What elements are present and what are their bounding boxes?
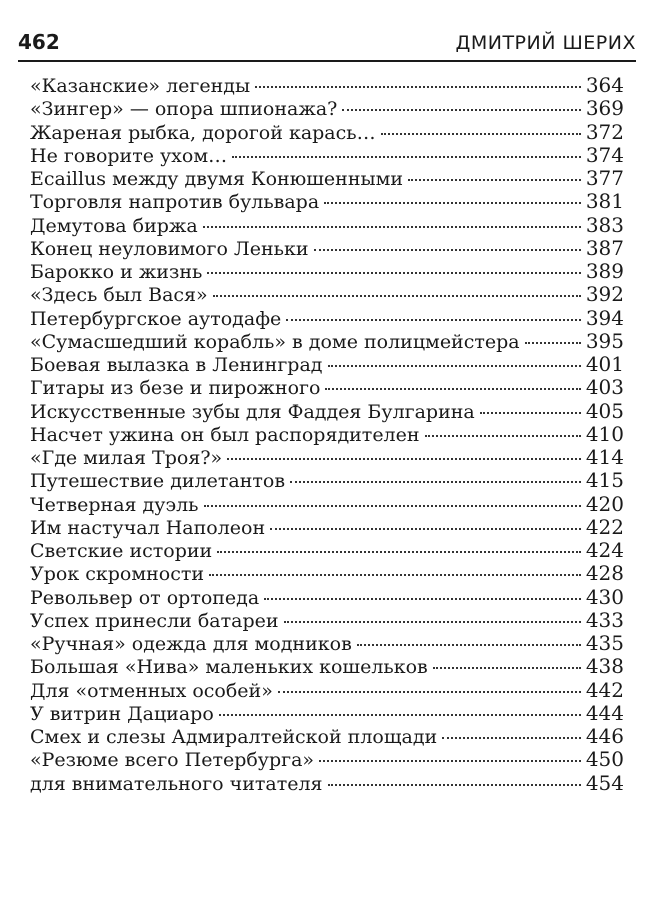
dot-leader (342, 109, 580, 111)
dot-leader (227, 458, 581, 460)
toc-entry-page: 377 (585, 166, 624, 190)
dot-leader (264, 598, 581, 600)
toc-entry-page: 394 (585, 305, 624, 330)
toc-entry-page: 435 (585, 631, 624, 655)
toc-entry (30, 725, 624, 748)
toc-entry (30, 190, 624, 213)
toc-entry-page: 387 (585, 235, 624, 260)
toc-entry-page: 422 (585, 514, 624, 539)
header-rule (18, 60, 636, 62)
toc-entry-page: 374 (585, 142, 624, 167)
toc-entry (30, 516, 624, 539)
toc-entry-title: Для «отменных особей» (30, 679, 273, 702)
toc-entry-page: 410 (585, 421, 624, 446)
toc-entry-page: 401 (585, 352, 624, 376)
toc-entry (30, 214, 624, 237)
toc-entry-title: Барокко и жизнь (30, 261, 203, 283)
dot-leader (290, 481, 581, 483)
dot-leader (357, 644, 581, 646)
toc-entry-title: Ecaillus между двумя Конюшенными (30, 168, 404, 190)
toc-entry (30, 655, 624, 678)
toc-entry-page: 433 (585, 607, 624, 632)
toc-entry-title: «Здесь был Вася» (30, 284, 208, 307)
toc-entry-page: 430 (585, 584, 624, 609)
toc-entry (30, 307, 624, 330)
running-title: ДМИТРИЙ ШЕРИХ (455, 32, 636, 54)
dot-leader (278, 691, 581, 693)
toc-entry (30, 586, 624, 609)
toc-entry (30, 446, 624, 469)
dot-leader (204, 505, 581, 507)
toc-entry-page: 372 (585, 119, 624, 144)
dot-leader (328, 784, 581, 786)
toc-entry-page: 442 (585, 677, 624, 702)
toc-entry-page: 454 (585, 770, 624, 795)
toc-entry-title: Путешествие дилетантов (30, 470, 286, 493)
toc-entry (30, 609, 624, 632)
dot-leader (324, 202, 581, 204)
dot-leader (408, 179, 581, 181)
toc-entry-page: 389 (585, 259, 624, 283)
toc-entry-title: для внимательного читателя (30, 772, 323, 795)
toc-entry-page: 428 (585, 561, 624, 586)
toc-entry-page: 415 (585, 468, 624, 493)
dot-leader (217, 551, 581, 553)
toc-entry (30, 469, 624, 492)
toc-entry-title: Жареная рыбка, дорогой карась… (30, 121, 376, 144)
dot-leader (314, 249, 581, 251)
dot-leader (284, 621, 581, 623)
dot-leader (381, 133, 581, 135)
toc-entry-title: Насчет ужина он был распорядителен (30, 423, 420, 446)
toc-entry-title: Большая «Нива» маленьких кошельков (30, 656, 428, 679)
toc-entry (30, 748, 624, 771)
dot-leader (328, 365, 581, 367)
toc-entry-title: Торговля напротив бульвара (30, 191, 320, 214)
toc-entry-page: 383 (585, 212, 624, 237)
toc-entry-page: 369 (585, 96, 624, 121)
toc-entry (30, 702, 624, 725)
toc-entry-page: 405 (585, 398, 624, 423)
dot-leader (209, 574, 581, 576)
toc-entry (30, 539, 624, 562)
dot-leader (255, 86, 581, 88)
toc-entry-title: Успех принесли батареи (30, 609, 279, 632)
toc-entry-page: 414 (585, 445, 624, 469)
toc-entry-page: 446 (585, 724, 624, 748)
toc-entry-page: 381 (585, 189, 624, 214)
toc-entry-page: 424 (585, 538, 624, 562)
toc-entry-title: Не говорите ухом… (30, 144, 228, 167)
toc-entry-title: Демутова биржа (30, 214, 198, 237)
toc-entry-page: 395 (585, 328, 624, 353)
toc-entry-page: 403 (585, 375, 624, 400)
toc-entry-page: 450 (585, 747, 624, 772)
toc-entry-title: «Резюме всего Петербурга» (30, 749, 315, 772)
toc-entry-title: Револьвер от ортопеда (30, 586, 260, 609)
dot-leader (232, 156, 581, 158)
dot-leader (433, 667, 581, 669)
dot-leader (219, 714, 581, 716)
toc-entry-title: Им настучал Наполеон (30, 516, 266, 539)
toc-entry-page: 364 (585, 73, 624, 97)
toc-entry-title: Гитары из безе и пирожного (30, 377, 321, 400)
toc-entry (30, 97, 624, 120)
page-header (18, 26, 636, 60)
toc-entry-page: 392 (585, 282, 624, 307)
dot-leader (207, 272, 580, 274)
dot-leader (325, 388, 580, 390)
dot-leader (203, 226, 581, 228)
dot-leader (270, 528, 581, 530)
table-of-contents (30, 74, 624, 795)
toc-entry (30, 772, 624, 795)
dot-leader (213, 295, 581, 297)
dot-leader (319, 760, 581, 762)
toc-entry (30, 423, 624, 446)
toc-entry (30, 353, 624, 376)
toc-entry-page: 444 (585, 700, 624, 725)
toc-entry-title: «Ручная» одежда для модников (30, 633, 352, 655)
toc-entry-title: «Зингер» — опора шпионажа? (30, 98, 338, 121)
toc-entry-title: Смех и слезы Адмиралтейской площади (30, 726, 438, 748)
toc-entry (30, 562, 624, 585)
toc-entry-title: «Сумасшедший корабль» в доме полицмейстера (30, 330, 520, 353)
dot-leader (442, 737, 581, 739)
toc-entry (30, 237, 624, 260)
toc-entry-title: «Где милая Троя?» (30, 447, 223, 469)
toc-entry-page: 420 (585, 491, 624, 516)
dot-leader (525, 342, 581, 344)
page-number: 462 (18, 30, 60, 54)
toc-entry-title: Петербургское аутодафе (30, 307, 282, 330)
dot-leader (425, 435, 581, 437)
toc-entry (30, 283, 624, 306)
toc-entry (30, 493, 624, 516)
toc-entry-title: «Казанские» легенды (30, 75, 251, 97)
toc-entry-title: Конец неуловимого Леньки (30, 237, 309, 260)
toc-entry-title: Четверная дуэль (30, 493, 199, 516)
dot-leader (286, 319, 581, 321)
toc-entry (30, 679, 624, 702)
toc-entry-title: Урок скромности (30, 563, 205, 586)
toc-entry (30, 376, 624, 399)
toc-entry (30, 74, 624, 97)
toc-entry-title: Искусственные зубы для Фаддея Булгарина (30, 400, 475, 423)
toc-entry-title: Светские истории (30, 540, 213, 562)
toc-entry (30, 330, 624, 353)
toc-entry (30, 144, 624, 167)
dot-leader (480, 412, 581, 414)
toc-entry (30, 400, 624, 423)
toc-entry-title: Боевая вылазка в Ленинград (30, 354, 323, 376)
toc-entry-title: У витрин Дациаро (30, 702, 214, 725)
toc-entry (30, 260, 624, 283)
toc-entry-page: 438 (585, 654, 624, 679)
toc-entry (30, 167, 624, 190)
toc-entry (30, 632, 624, 655)
toc-entry (30, 121, 624, 144)
